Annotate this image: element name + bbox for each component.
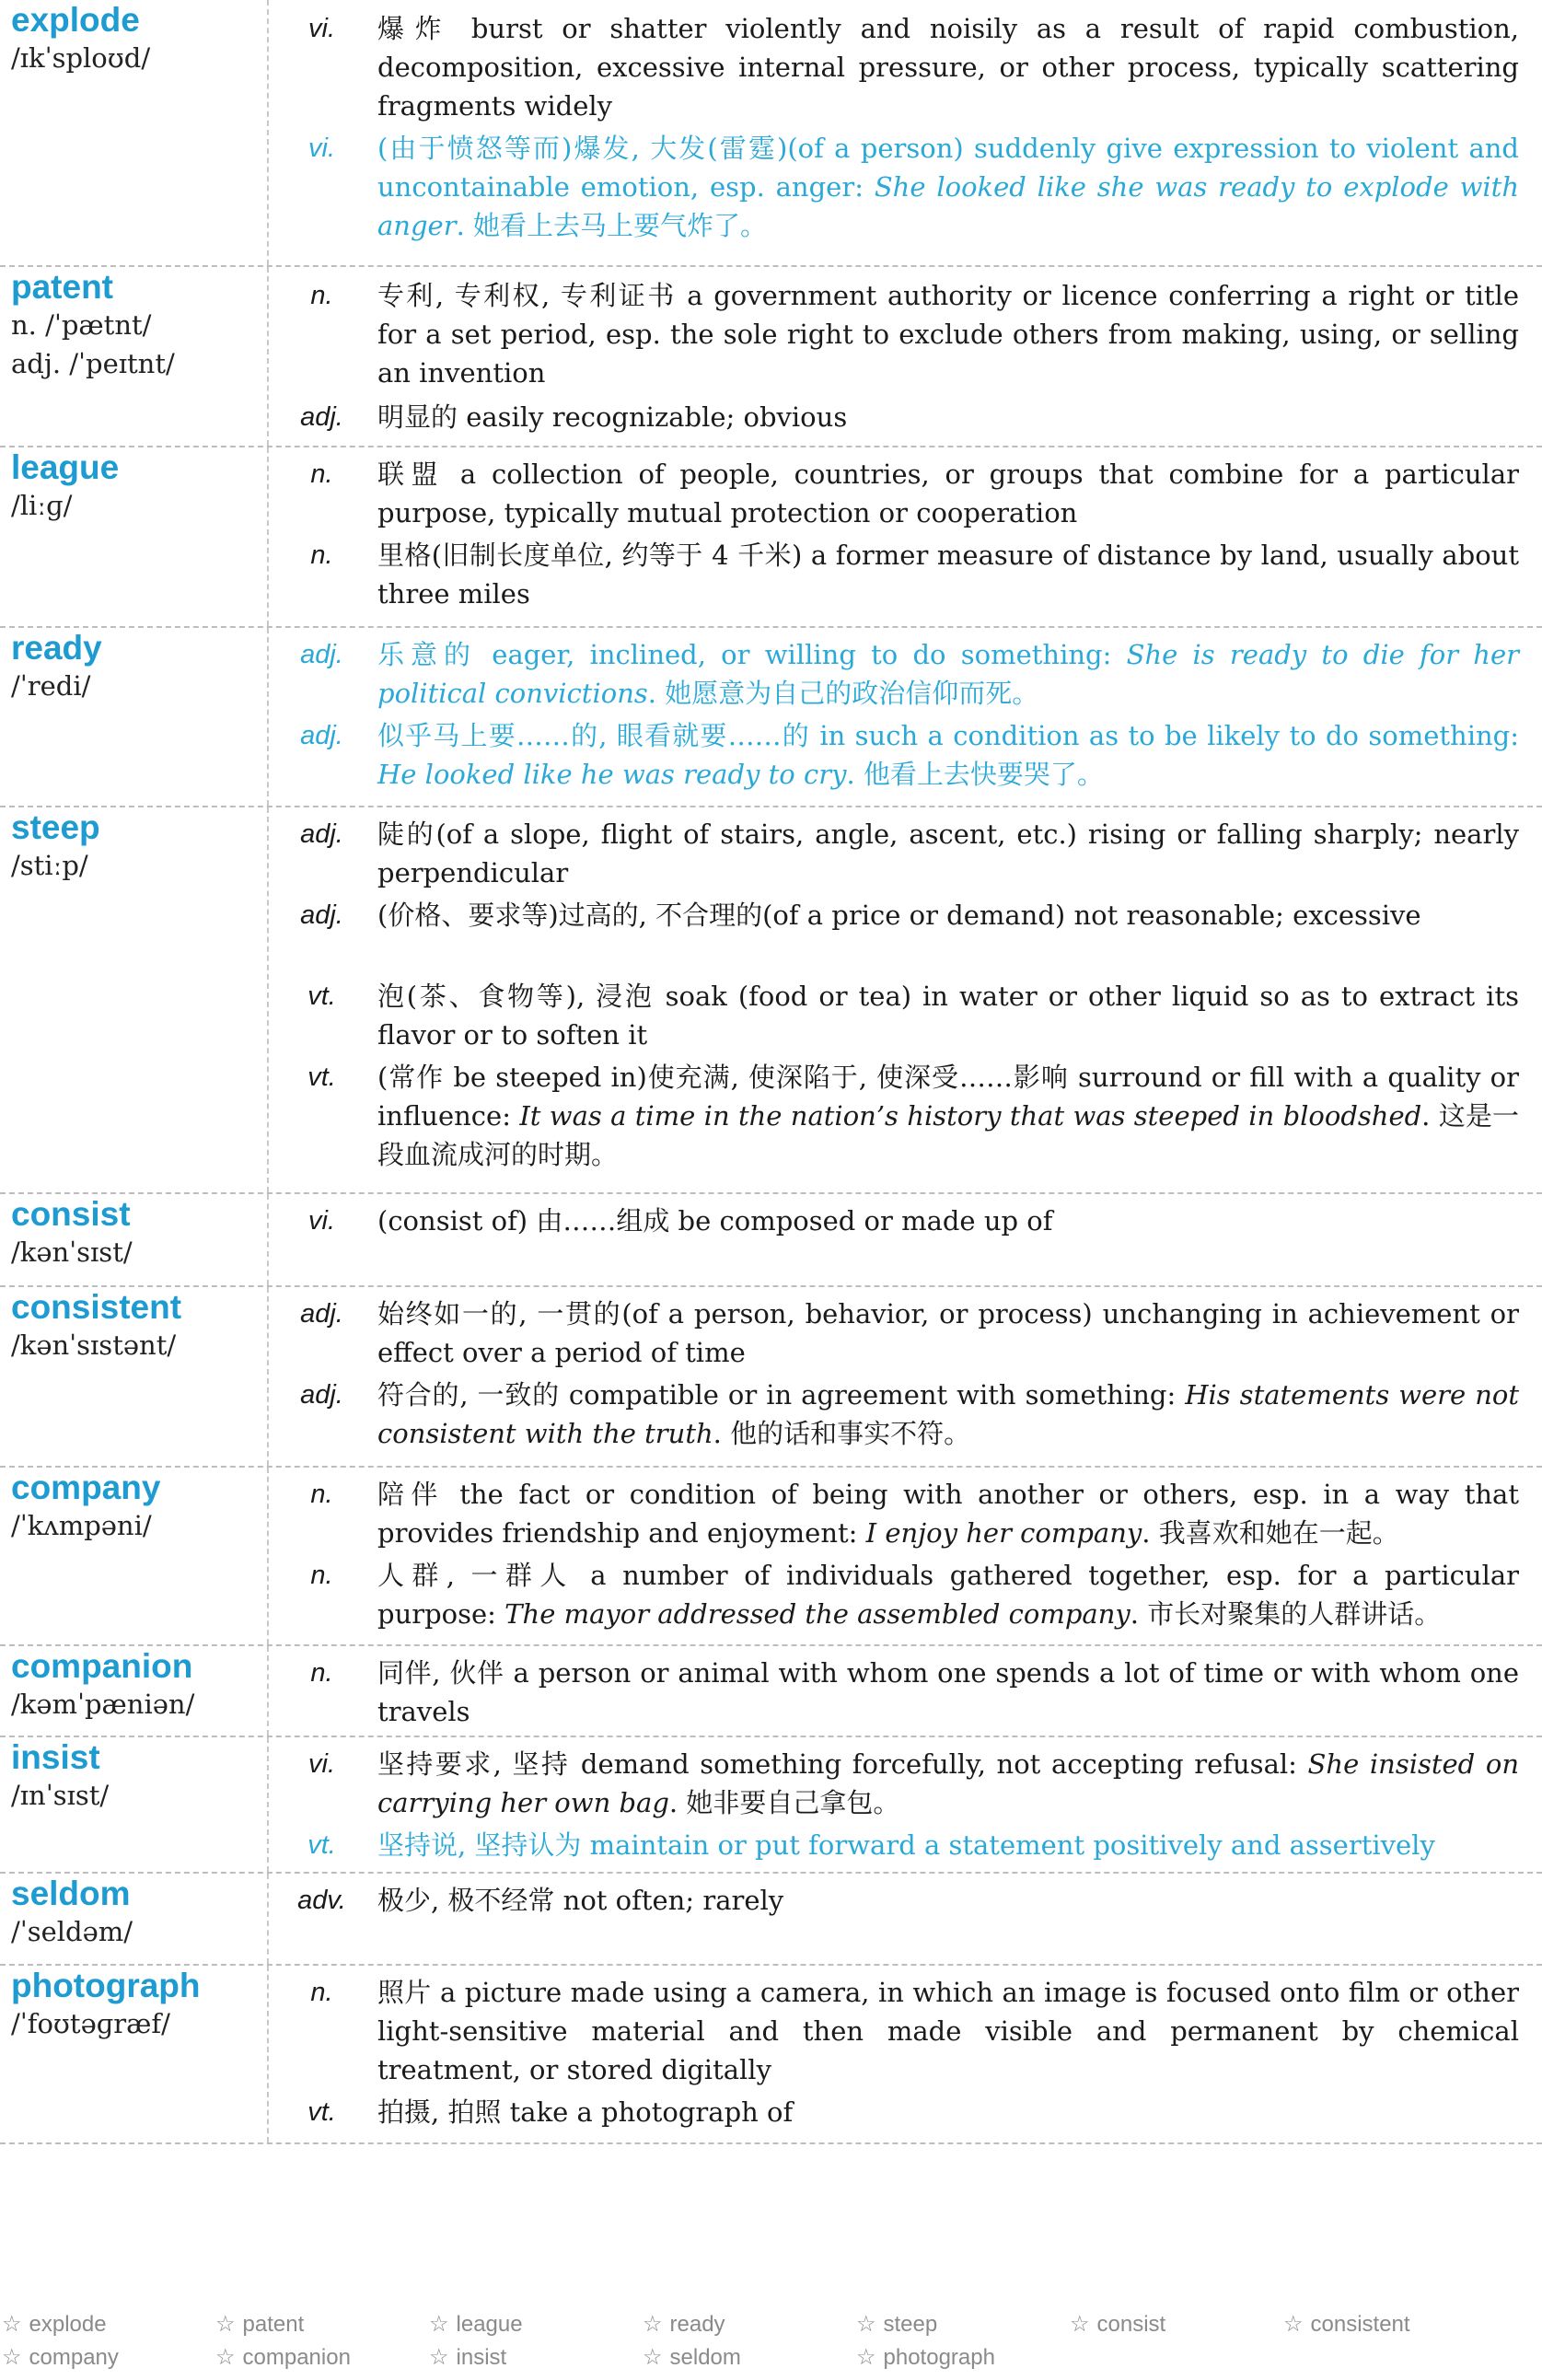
definition bbox=[377, 398, 1519, 436]
definition-text: 拍摄, 拍照 take a photograph of bbox=[377, 2096, 794, 2128]
definition-text: 始终如一的, 一贯的(of a person, behavior, or process) unchanging in achievement or effect over a period of time bbox=[377, 1298, 1519, 1368]
example-sentence: He looked like he was ready to cry bbox=[377, 759, 847, 790]
legend-word: consistent bbox=[1310, 2312, 1410, 2337]
part-of-speech: n. bbox=[310, 540, 333, 570]
entry-consist bbox=[0, 1194, 1542, 1287]
part-of-speech: adv. bbox=[297, 1886, 346, 1915]
definition-text: 照片 a picture made using a camera, in which an image is focused onto film or other light-sensitive material and then made visible and permanent by chemical treatment, or stored digitally bbox=[377, 1977, 1519, 2085]
headword: company bbox=[11, 1469, 161, 1506]
definition-text: 乐意的 eager, inclined, or willing to do something: bbox=[377, 639, 1127, 670]
part-of-speech: adj. bbox=[300, 819, 343, 849]
part-of-speech: n. bbox=[310, 1658, 333, 1688]
legend-word: explode bbox=[29, 2312, 107, 2337]
star-icon: ☆ bbox=[643, 2345, 663, 2370]
definition-text: . 他的话和事实不符。 bbox=[713, 1418, 971, 1449]
definition-text: 陪伴 the fact or condition of being with another or others, esp. in a way that provides friendship and enjoyment: bbox=[377, 1479, 1519, 1549]
headword: companion bbox=[11, 1647, 193, 1685]
headword-column bbox=[0, 1874, 269, 1964]
phonetic: /kənˈsɪstənt/ bbox=[11, 1329, 177, 1361]
star-icon: ☆ bbox=[215, 2345, 236, 2370]
phonetic: /ɪnˈsɪst/ bbox=[11, 1780, 110, 1811]
example-sentence: His statements were not consistent with the truth bbox=[377, 1379, 1519, 1449]
legend-item-patent[interactable] bbox=[215, 2311, 304, 2338]
entry-insist bbox=[0, 1737, 1542, 1874]
part-of-speech: n. bbox=[310, 1978, 333, 2007]
legend-word: consist bbox=[1096, 2312, 1166, 2337]
example-sentence: It was a time in the nation’s history that was steeped in bloodshed bbox=[519, 1100, 1422, 1132]
legend-word: insist bbox=[456, 2345, 507, 2370]
phonetic: /kəmˈpæniən/ bbox=[11, 1689, 195, 1720]
definition bbox=[377, 1058, 1519, 1174]
star-icon: ☆ bbox=[2, 2345, 22, 2370]
phonetic: /ˈredi/ bbox=[11, 670, 91, 702]
star-icon: ☆ bbox=[2, 2312, 22, 2337]
part-of-speech: vi. bbox=[308, 1206, 335, 1236]
headword: insist bbox=[11, 1738, 100, 1776]
part-of-speech: adj. bbox=[300, 402, 343, 432]
definition-text: (常作 be steeped in)使充满, 使深陷于, 使深受……影响 surround or fill with a quality or influence: bbox=[377, 1062, 1519, 1132]
entry-seldom bbox=[0, 1874, 1542, 1966]
part-of-speech: vi. bbox=[308, 1749, 335, 1779]
definition bbox=[377, 635, 1519, 713]
legend-word: steep bbox=[883, 2312, 938, 2337]
definition bbox=[377, 1475, 1519, 1552]
entry-companion bbox=[0, 1646, 1542, 1737]
part-of-speech: vt. bbox=[307, 1062, 336, 1092]
part-of-speech: vt. bbox=[307, 2097, 336, 2127]
headword: consist bbox=[11, 1195, 131, 1233]
star-icon: ☆ bbox=[1283, 2312, 1304, 2337]
star-icon: ☆ bbox=[856, 2345, 876, 2370]
legend-item-consistent[interactable] bbox=[1283, 2311, 1410, 2338]
example-sentence: She insisted on carrying her own bag bbox=[377, 1748, 1519, 1818]
part-of-speech: vi. bbox=[308, 14, 335, 43]
definition-text: . 他看上去快要哭了。 bbox=[846, 759, 1104, 790]
definition bbox=[377, 9, 1519, 125]
definition bbox=[377, 455, 1519, 532]
headword-column bbox=[0, 628, 269, 806]
legend-word: seldom bbox=[669, 2345, 741, 2370]
legend-item-league[interactable] bbox=[429, 2311, 523, 2338]
part-of-speech: adj. bbox=[300, 1299, 343, 1329]
part-of-speech: n. bbox=[310, 281, 333, 310]
definition bbox=[377, 1973, 1519, 2089]
headword: steep bbox=[11, 808, 100, 846]
phonetic: /kənˈsɪst/ bbox=[11, 1236, 133, 1268]
definition-text: 联盟 a collection of people, countries, or groups that combine for a particular purpose, typically mutual protection or cooperation bbox=[377, 459, 1519, 528]
definition-text: 爆炸 burst or shatter violently and noisily as a result of rapid combustion, decomposition, excessive internal pressure, or other process, typically scattering fragments widely bbox=[377, 13, 1519, 122]
legend-item-company[interactable] bbox=[2, 2344, 119, 2371]
headword: seldom bbox=[11, 1875, 131, 1912]
part-of-speech: adj. bbox=[300, 721, 343, 750]
definition bbox=[377, 815, 1519, 892]
star-icon: ☆ bbox=[429, 2345, 449, 2370]
entry-ready bbox=[0, 628, 1542, 807]
definition-text: 似乎马上要……的, 眼看就要……的 in such a condition as to be likely to do something: bbox=[377, 720, 1519, 751]
headword-column bbox=[0, 0, 269, 265]
definition bbox=[377, 129, 1519, 245]
definition-text: . 这是一段血流成河的时期。 bbox=[377, 1100, 1519, 1170]
example-sentence: I enjoy her company bbox=[865, 1517, 1142, 1549]
definition-text: 极少, 极不经常 not often; rarely bbox=[377, 1885, 784, 1916]
headword: explode bbox=[11, 1, 140, 39]
legend-item-explode[interactable] bbox=[2, 2311, 107, 2338]
part-of-speech: n. bbox=[310, 1480, 333, 1509]
phonetic: /stiːp/ bbox=[11, 850, 88, 881]
part-of-speech: vi. bbox=[308, 134, 335, 163]
definition-text: . 她愿意为自己的政治信仰而死。 bbox=[647, 678, 1039, 709]
definition-text: 人群, 一群人 a number of individuals gathered together, esp. for a particular purpose: bbox=[377, 1560, 1519, 1630]
headword-column bbox=[0, 447, 269, 626]
legend-item-steep[interactable] bbox=[856, 2311, 937, 2338]
part-of-speech: vt. bbox=[307, 981, 336, 1011]
legend-word: patent bbox=[242, 2312, 305, 2337]
definition bbox=[377, 716, 1519, 794]
star-icon: ☆ bbox=[643, 2312, 663, 2337]
definition-text: 专利, 专利权, 专利证书 a government authority or licence conferring a right or title for a set period, esp. the sole right to exclude others from making, using, or selling an invention bbox=[377, 280, 1519, 389]
headword-column bbox=[0, 1646, 269, 1736]
part-of-speech: n. bbox=[310, 1561, 333, 1590]
phonetic: /ˈseldəm/ bbox=[11, 1916, 133, 1947]
legend-item-seldom[interactable] bbox=[643, 2344, 741, 2371]
phonetic: /ˈkʌmpəni/ bbox=[11, 1510, 152, 1541]
definition bbox=[377, 1376, 1519, 1453]
headword: consistent bbox=[11, 1288, 182, 1326]
legend-word: companion bbox=[242, 2345, 351, 2370]
definition bbox=[377, 1294, 1519, 1372]
definition bbox=[377, 2093, 1519, 2131]
legend-item-consist[interactable] bbox=[1070, 2311, 1165, 2338]
headword: photograph bbox=[11, 1967, 201, 2004]
definition-text: 明显的 easily recognizable; obvious bbox=[377, 401, 848, 433]
star-icon: ☆ bbox=[1070, 2312, 1090, 2337]
definition-text: 坚持要求, 坚持 demand something forcefully, not accepting refusal: bbox=[377, 1748, 1308, 1780]
word-legend bbox=[0, 2311, 1542, 2380]
legend-word: league bbox=[456, 2312, 523, 2337]
definition-text: 泡(茶、食物等), 浸泡 soak (food or tea) in water or other liquid so as to extract its flavor or to soften it bbox=[377, 981, 1519, 1051]
entry-steep bbox=[0, 807, 1542, 1194]
part-of-speech: adj. bbox=[300, 1380, 343, 1410]
headword: league bbox=[11, 448, 120, 486]
headword-column bbox=[0, 807, 269, 1192]
legend-item-ready[interactable] bbox=[643, 2311, 725, 2338]
example-sentence: She looked like she was ready to explode with anger bbox=[377, 171, 1519, 241]
part-of-speech: vt. bbox=[307, 1830, 336, 1860]
headword-column bbox=[0, 267, 269, 446]
headword-column bbox=[0, 1287, 269, 1466]
definition-text: 里格(旧制长度单位, 约等于 4 千米) a former measure of distance by land, usually about three miles bbox=[377, 540, 1519, 610]
definition bbox=[377, 1654, 1519, 1731]
legend-item-photograph[interactable] bbox=[856, 2344, 995, 2371]
star-icon: ☆ bbox=[429, 2312, 449, 2337]
part-of-speech: n. bbox=[310, 459, 333, 489]
phonetic: /ɪkˈsploʊd/ bbox=[11, 42, 151, 74]
legend-word: company bbox=[29, 2345, 119, 2370]
legend-item-insist[interactable] bbox=[429, 2344, 506, 2371]
definition-text: . 她看上去马上要气炸了。 bbox=[456, 210, 767, 241]
legend-item-companion[interactable] bbox=[215, 2344, 351, 2371]
definition-text: (consist of) 由……组成 be composed or made up of bbox=[377, 1205, 1053, 1236]
definition-text: . 市长对聚集的人群讲话。 bbox=[1130, 1598, 1442, 1630]
definition-text: 陡的(of a slope, flight of stairs, angle, ascent, etc.) rising or falling sharply; nearly perpendicular bbox=[377, 818, 1519, 888]
star-icon: ☆ bbox=[215, 2312, 236, 2337]
legend-word: photograph bbox=[883, 2345, 995, 2370]
definition-text: (价格、要求等)过高的, 不合理的(of a price or demand) not reasonable; excessive bbox=[377, 900, 1421, 931]
phonetic: adj. /ˈpeɪtnt/ bbox=[11, 348, 175, 379]
example-sentence: The mayor addressed the assembled company bbox=[504, 1598, 1130, 1630]
definition-text: (由于愤怒等而)爆发, 大发(雷霆)(of a person) suddenly give expression to violent and uncontainable emotion, esp. anger: bbox=[377, 133, 1519, 203]
definition bbox=[377, 896, 1519, 935]
definition-text: . 她非要自己拿包。 bbox=[668, 1787, 900, 1818]
definition bbox=[377, 1202, 1519, 1240]
definition bbox=[377, 276, 1519, 392]
headword-column bbox=[0, 1194, 269, 1285]
example-sentence: She is ready to die for her political convictions bbox=[377, 639, 1519, 709]
entry-explode bbox=[0, 0, 1542, 267]
entry-company bbox=[0, 1468, 1542, 1646]
definition bbox=[377, 977, 1519, 1054]
definition bbox=[377, 1826, 1519, 1864]
definition bbox=[377, 1881, 1519, 1920]
headword: ready bbox=[11, 629, 102, 667]
phonetic: n. /ˈpætnt/ bbox=[11, 309, 152, 341]
entry-consistent bbox=[0, 1287, 1542, 1468]
headword: patent bbox=[11, 268, 113, 306]
star-icon: ☆ bbox=[856, 2312, 876, 2337]
definition bbox=[377, 1745, 1519, 1822]
entry-photograph bbox=[0, 1966, 1542, 2144]
definition-text: 符合的, 一致的 compatible or in agreement with something: bbox=[377, 1379, 1186, 1411]
legend-word: ready bbox=[669, 2312, 725, 2337]
definition-text: 同伴, 伙伴 a person or animal with whom one spends a lot of time or with whom one travels bbox=[377, 1657, 1519, 1727]
definition-text: . 我喜欢和她在一起。 bbox=[1142, 1517, 1399, 1549]
entry-league bbox=[0, 447, 1542, 628]
entry-patent bbox=[0, 267, 1542, 447]
part-of-speech: adj. bbox=[300, 640, 343, 669]
headword-column bbox=[0, 1737, 269, 1872]
phonetic: /ˈfoʊtəɡræf/ bbox=[11, 2008, 170, 2039]
headword-column bbox=[0, 1468, 269, 1644]
definition bbox=[377, 1556, 1519, 1633]
headword-column bbox=[0, 1966, 269, 2142]
definition-text: 坚持说, 坚持认为 maintain or put forward a statement positively and assertively bbox=[377, 1829, 1435, 1861]
part-of-speech: adj. bbox=[300, 900, 343, 930]
phonetic: /liːɡ/ bbox=[11, 490, 73, 521]
definition bbox=[377, 536, 1519, 613]
